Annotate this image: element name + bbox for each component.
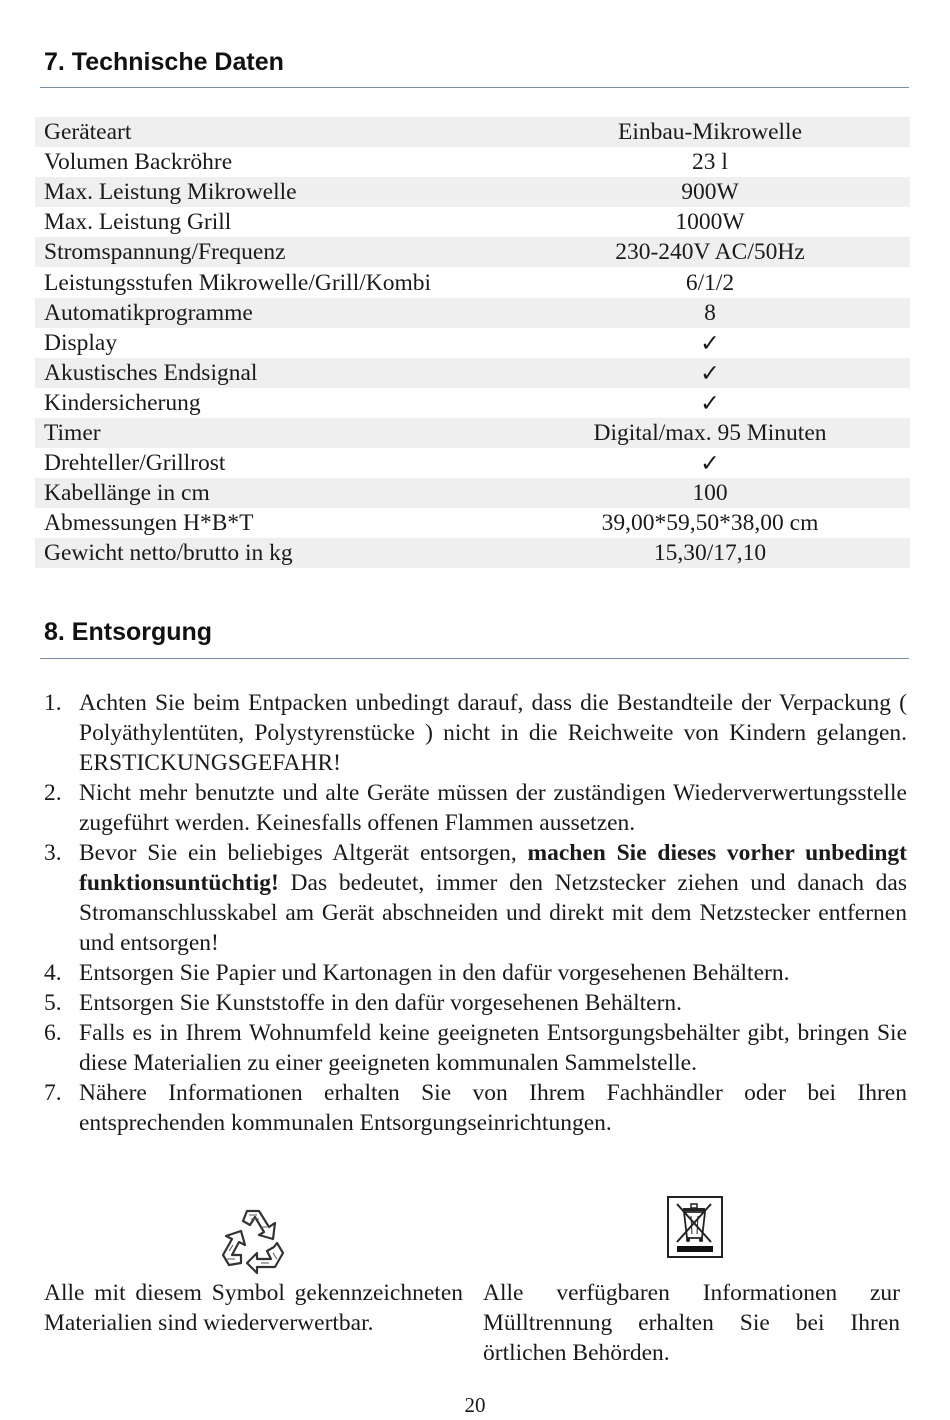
spec-label: Max. Leistung Grill bbox=[44, 209, 232, 236]
spec-value: 230-240V AC/50Hz bbox=[510, 237, 910, 267]
table-row bbox=[35, 538, 910, 568]
spec-value: ✓ bbox=[700, 388, 720, 417]
spec-label: Automatikprogramme bbox=[35, 298, 510, 328]
spec-value: 15,30/17,10 bbox=[510, 538, 910, 568]
spec-value: 8 bbox=[510, 298, 910, 328]
warning-bold-text: machen Sie dieses vorher unbedingt funktionsuntüchtig! bbox=[79, 840, 907, 896]
spec-value: 900W bbox=[510, 177, 910, 207]
spec-label: Display bbox=[44, 329, 118, 356]
spec-label: Geräteart bbox=[35, 117, 510, 147]
spec-label: Drehteller/Grillrost bbox=[44, 450, 226, 477]
list-item: 6. Falls es in Ihrem Wohnumfeld keine geeigneten Entsorgungsbehälter gibt, bringen Sie diese Materialien zu einer geeigneten kommunalen Sammelstelle. bbox=[44, 1020, 907, 1076]
table-row bbox=[35, 388, 910, 418]
spec-label: Stromspannung/Frequenz bbox=[35, 237, 510, 267]
spec-value: 1000W bbox=[675, 209, 745, 236]
table-row bbox=[35, 358, 910, 388]
list-item: 3. Bevor Sie ein beliebiges Altgerät entsorgen, machen Sie dieses vorher unbedingt funktionsuntüchtig! Das bedeutet, immer den Netzstecker ziehen und danach das Stromanschlusskabel am Gerät abschneiden und direkt mit dem Netzstecker entfernen und entsorgen! bbox=[44, 840, 907, 956]
table-row bbox=[35, 147, 910, 177]
spec-value: 100 bbox=[510, 478, 910, 508]
spec-label: Volumen Backröhre bbox=[44, 149, 233, 176]
table-row bbox=[35, 478, 910, 508]
table-row bbox=[35, 508, 910, 538]
recycle-caption: Alle mit diesem Symbol gekennzeichneten Materialien sind wiederverwertbar. bbox=[44, 1280, 463, 1336]
spec-value: 39,00*59,50*38,00 cm bbox=[601, 510, 819, 537]
page-number: 20 bbox=[464, 1393, 486, 1417]
list-item: 7. Nähere Informationen erhalten Sie von Ihrem Fachhändler oder bei Ihren entsprechenden kommunalen Entsorgungseinrichtungen. bbox=[44, 1080, 907, 1136]
table-row bbox=[35, 298, 910, 328]
table-row bbox=[35, 237, 910, 267]
table-row bbox=[35, 418, 910, 448]
section-divider bbox=[40, 658, 909, 659]
spec-table bbox=[35, 117, 910, 568]
spec-label: Leistungsstufen Mikrowelle/Grill/Kombi bbox=[44, 269, 432, 296]
spec-value: ✓ bbox=[700, 449, 720, 478]
table-row bbox=[35, 267, 910, 297]
spec-value: Einbau-Mikrowelle bbox=[510, 117, 910, 147]
disposal-list bbox=[44, 688, 907, 1138]
table-row bbox=[35, 177, 910, 207]
list-item: 1. Achten Sie beim Entpacken unbedingt darauf, dass die Bestandteile der Verpackung ( Polyäthylentüten, Polystyrenstücke ) nicht in die Reichweite von Kindern gelangen. ERSTICKUNGSGEFAHR! bbox=[44, 690, 907, 776]
spec-label: Kindersicherung bbox=[44, 389, 201, 416]
spec-value: Digital/max. 95 Minuten bbox=[510, 418, 910, 448]
spec-label: Akustisches Endsignal bbox=[35, 358, 510, 388]
section-divider bbox=[40, 87, 909, 88]
spec-value: 6/1/2 bbox=[685, 269, 735, 296]
section-title-technical-data: 7. Technische Daten bbox=[44, 48, 284, 76]
list-item: 4. Entsorgen Sie Papier und Kartonagen in den dafür vorgesehenen Behältern. bbox=[44, 960, 790, 986]
table-row bbox=[35, 328, 910, 358]
spec-label: Timer bbox=[35, 418, 510, 448]
table-row bbox=[35, 448, 910, 478]
recycle-icon bbox=[217, 1203, 289, 1275]
spec-label: Gewicht netto/brutto in kg bbox=[35, 538, 510, 568]
list-item: 5. Entsorgen Sie Kunststoffe in den dafür vorgesehenen Behältern. bbox=[44, 990, 683, 1016]
spec-label: Kabellänge in cm bbox=[35, 478, 510, 508]
spec-value: ✓ bbox=[700, 328, 720, 357]
table-row bbox=[35, 117, 910, 147]
spec-label: Abmessungen H*B*T bbox=[44, 510, 254, 537]
section-title-disposal: 8. Entsorgung bbox=[44, 618, 213, 646]
list-item: 2. Nicht mehr benutzte und alte Geräte müssen der zuständigen Wiederverwertungsstelle zugeführt werden. Keinesfalls offenen Flammen aussetzen. bbox=[44, 780, 907, 836]
spec-value: 23 l bbox=[692, 149, 728, 176]
spec-value: ✓ bbox=[510, 358, 910, 388]
table-row bbox=[35, 207, 910, 237]
crossed-bin-icon bbox=[667, 1196, 723, 1258]
spec-label: Max. Leistung Mikrowelle bbox=[35, 177, 510, 207]
weee-caption: Alle verfügbaren Informationen zur Mülltrennung erhalten Sie bei Ihren örtlichen Behörden. bbox=[483, 1280, 900, 1366]
